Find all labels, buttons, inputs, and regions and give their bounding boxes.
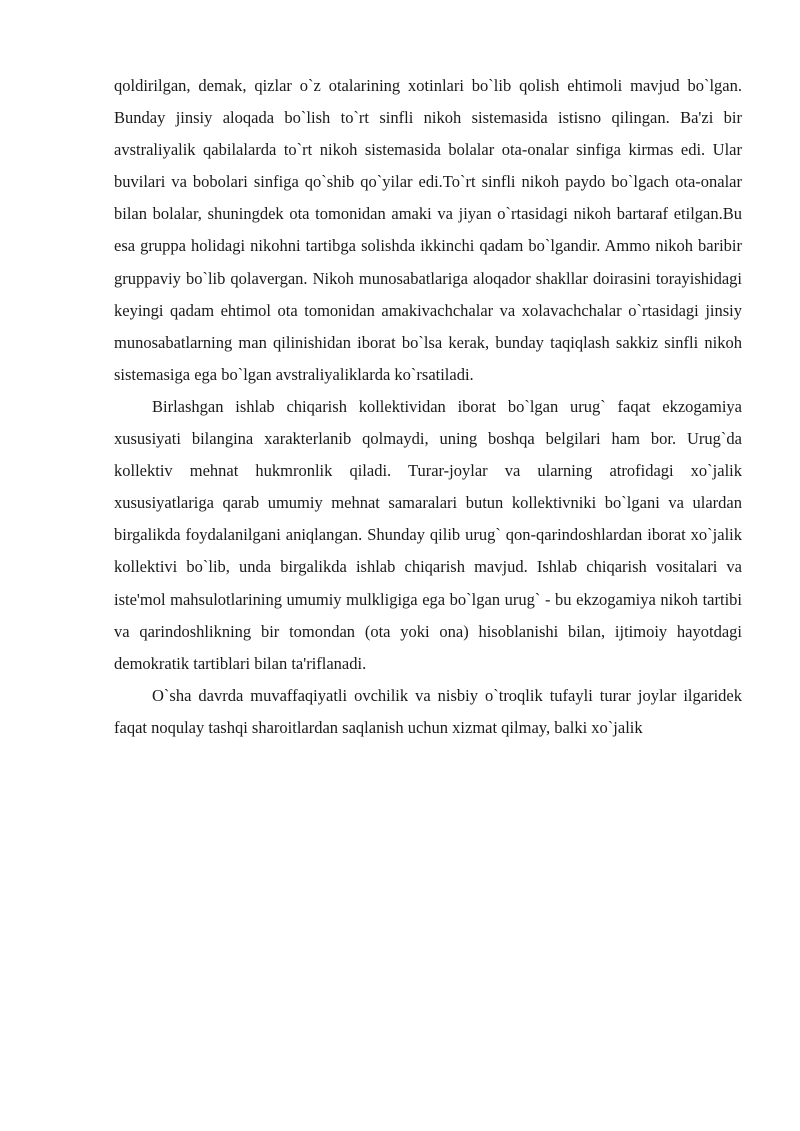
document-page xyxy=(114,70,742,744)
paragraph-continuation: qoldirilgan, demak, qizlar o`z otalarining xotinlari bo`lib qolish ehtimoli mavjud bo`lgan. Bunday jinsiy aloqada bo`lish to`rt sinfli nikoh sistemasida istisno qilingan. Ba'zi bir avstraliyalik qabilalarda to`rt nikoh sistemasida bolalar ota-onalar sinfiga kirmas edi. Ular buvilari va bobolari sinfiga qo`shib qo`yilar edi.To`rt sinfli nikoh paydo bo`lgach ota-onalar bilan bolalar, shuningdek ota tomonidan amaki va jiyan o`rtasidagi nikoh bartaraf etilgan.Bu esa gruppa holidagi nikohni tartibga solishda ikkinchi qadam bo`lgandir. Ammo nikoh baribir gruppaviy bo`lib qolavergan. Nikoh munosabatlariga aloqador shakllar doirasini torayishidagi keyingi qadam ehtimol ota tomonidan amakivachchalar va xolavachchalar o`rtasidagi jinsiy munosabatlarning man qilinishidan iborat bo`lsa kerak, bunday taqiqlash sakkiz sinfli nikoh sistemasiga ega bo`lgan avstraliyaliklarda ko`rsatiladi. xyxy=(114,76,742,384)
paragraph-clan-collective: Birlashgan ishlab chiqarish kollektividan iborat bo`lgan urug` faqat ekzogamiya xususiyati bilangina xarakterlanib qolmaydi, uning boshqa belgilari ham bor. Urug`da kollektiv mehnat hukmronlik qiladi. Turar-joylar va ularning atrofidagi xo`jalik xususiyatlariga qarab umumiy mehnat samaralari butun kollektivniki bo`lgani va ulardan birgalikda foydalanilgani aniqlangan. Shunday qilib urug` qon-qarindoshlardan iborat xo`jalik kollektivi bo`lib, unda birgalikda ishlab chiqarish mavjud. Ishlab chiqarish vositalari va iste'mol mahsulotlarining umumiy mulkligiga ega bo`lgan urug` - bu ekzogamiya nikoh tartibi va qarindoshlikning bir tomondan (ota yoki ona) hisoblanishi bilan, ijtimoiy hayotdagi demokratik tartiblari bilan ta'riflanadi. xyxy=(114,396,742,673)
paragraph-settlements: O`sha davrda muvaffaqiyatli ovchilik va nisbiy o`troqlik tufayli turar joylar ilgaridek faqat noqulay tashqi sharoitlardan saqlanish uchun xizmat qilmay, balki xo`jalik xyxy=(114,685,742,737)
